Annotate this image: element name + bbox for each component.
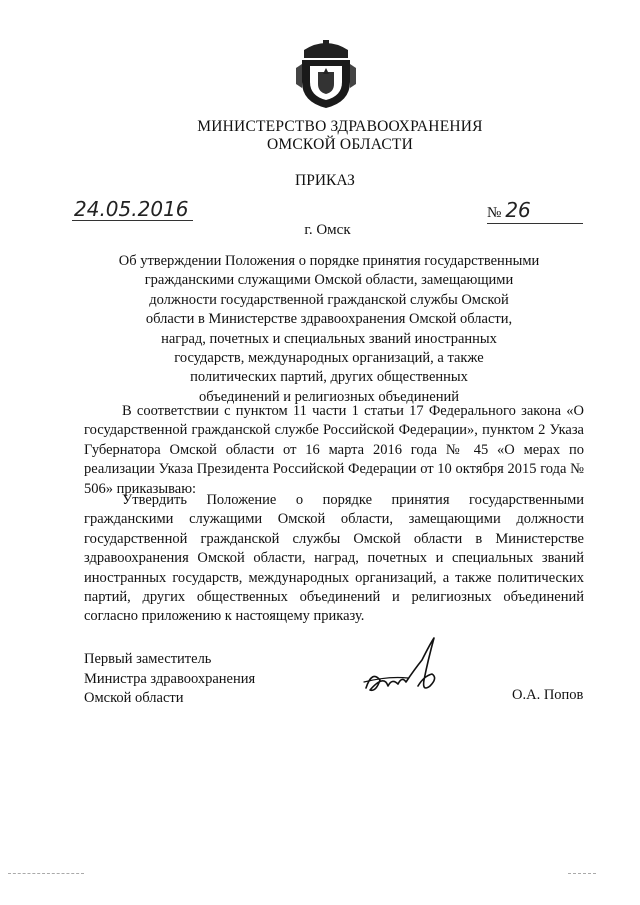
coat-of-arms-icon xyxy=(296,38,356,110)
position-line: Омской области xyxy=(84,690,184,706)
title-line: Об утверждении Положения о порядке принятия государственными xyxy=(118,253,540,269)
number-value: 26 xyxy=(505,198,531,222)
title-line: политических партий, других общественных xyxy=(190,369,468,386)
body-paragraph-preamble: В соответствии с пунктом 11 части 1 статьи 17 Федерального закона «О государственной гражданской службе Российской Федерации», пунктом 2 Указа Губернатора Омской области от 16 марта 2016 года № 45 «О мерах по реализации Указа Президента Российской Федерации от 10 октября 2015 года № 506» приказываю: xyxy=(84,403,584,497)
organization-name-line2: ОМСКОЙ ОБЛАСТИ xyxy=(267,136,413,153)
footer-mark xyxy=(8,873,84,875)
title-line: гражданскими служащими Омской области, замещающими xyxy=(144,272,514,289)
document-number xyxy=(487,200,583,224)
signatory-position xyxy=(84,650,255,709)
city: г. Омск xyxy=(304,222,351,238)
signatory-name: О.А. Попов xyxy=(512,687,584,703)
position-line: Министра здравоохранения xyxy=(84,670,256,687)
handwritten-signature-icon xyxy=(358,630,448,700)
number-prefix: № xyxy=(487,205,502,221)
title-line: наград, почетных и специальных званий иностранных xyxy=(161,330,497,347)
title-line: области в Министерстве здравоохранения Омской области, xyxy=(145,311,513,328)
footer-mark xyxy=(568,873,596,875)
position-line: Первый заместитель xyxy=(84,651,212,667)
title-line: объединений и религиозных объединений xyxy=(199,388,459,405)
title-line: должности государственной гражданской службы Омской xyxy=(149,291,509,308)
document-type: ПРИКАЗ xyxy=(295,172,355,189)
document-date: 24.05.2016 xyxy=(72,198,193,221)
body-paragraph-order: Утвердить Положение о порядке принятия государственными гражданскими служащими Омской области, замещающими должности государственной гражданской службы Омской области в Министерстве здравоохранения Омской области, наград, почетных и специальных званий иностранных государств, международных организаций, а также политических партий, других общественных объединений и религиозных объединений согласно приложению к настоящему приказу. xyxy=(84,492,584,625)
document-title xyxy=(110,252,548,407)
title-line: государств, международных организаций, а также xyxy=(174,350,484,367)
organization-name-line1: МИНИСТЕРСТВО ЗДРАВООХРАНЕНИЯ xyxy=(197,118,483,135)
